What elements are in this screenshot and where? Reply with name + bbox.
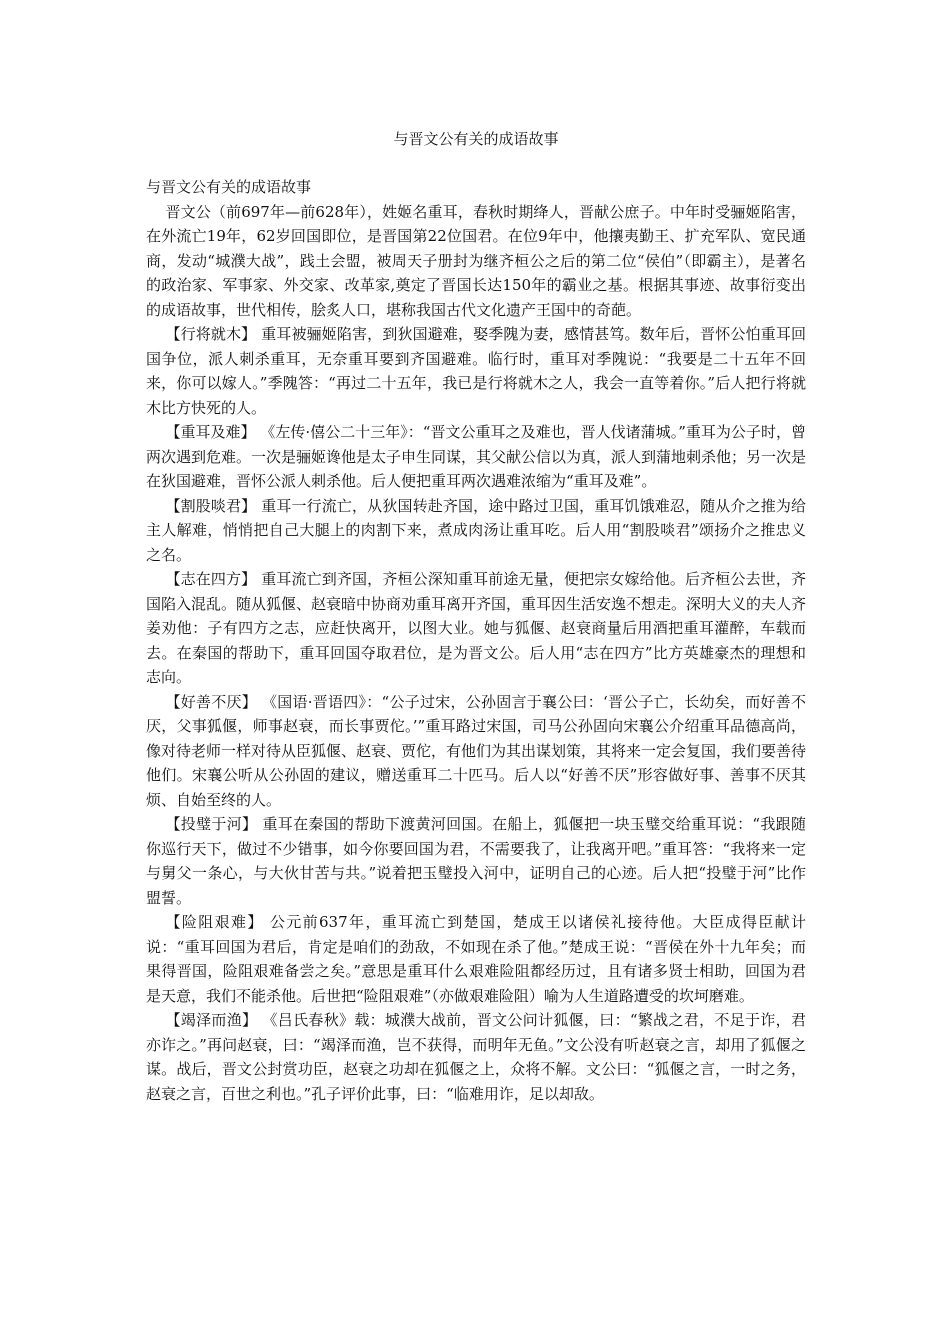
document-body: [146, 175, 806, 1106]
idiom-text: 《左传·僖公二十三年》：“晋文公重耳之及难也，晋人伐诸蒲城。”重耳为公子时，曾两次遇到危难。一次是骊姬谗他是太子申生同谋，其父献公信以为真，派人到蒲地刺杀他；另一次是在狄国避难，晋怀公派人刺杀他。后人便把重耳两次遇难浓缩为“重耳及难”。: [146, 423, 807, 490]
idiom-entry-gegudanjun: [146, 494, 806, 568]
idiom-text: 重耳一行流亡，从狄国转赴齐国，途中路过卫国，重耳饥饿难忍，随从介之推为给主人解难，悄悄把自己大腿上的肉割下来，煮成肉汤让重耳吃。后人用“割股啖君”颂扬介之推忠义之名。: [146, 496, 806, 564]
idiom-entry-jiezeeryu: [146, 1008, 806, 1106]
idiom-term: 【重耳及难】: [165, 423, 256, 441]
idiom-term: 【竭泽而渔】: [165, 1011, 258, 1029]
idiom-entry-xianzujiannan: [146, 910, 806, 1008]
idiom-entry-xingjiangjiumu: [146, 322, 806, 420]
idiom-entry-zhizaisifang: [146, 567, 806, 690]
idiom-entry-toubiyuhe: [146, 812, 806, 910]
idiom-term: 【行将就木】: [165, 325, 257, 343]
document-title: 与晋文公有关的成语故事: [393, 130, 559, 148]
idiom-text: 重耳流亡到齐国，齐桓公深知重耳前途无量，便把宗女嫁给他。后齐桓公去世，齐国陷入混乱。随从狐偃、赵衰暗中协商劝重耳离开齐国，重耳因生活安逸不想走。深明大义的夫人齐姜劝他：子有四方之志，应赶快离开，以图大业。她与狐偃、赵衰商量后用酒把重耳灌醉，车载而去。在秦国的帮助下，重耳回国夺取君位，是为晋文公。后人用“志在四方”比方英雄豪杰的理想和志向。: [146, 570, 807, 686]
idiom-text: 重耳在秦国的帮助下渡黄河回国。在船上，狐偃把一块玉璧交给重耳说：“我跟随你巡行天下，做过不少错事，如今你要回国为君，不需要我了，让我离开吧。”重耳答：“我将来一定与舅父一条心，与大伙甘苦与共。”说着把玉璧投入河中，证明自己的心迹。后人把“投璧于河”比作盟誓。: [146, 815, 806, 907]
idiom-entry-chongerjinan: [146, 420, 806, 494]
idiom-term: 【志在四方】: [165, 570, 257, 588]
intro-paragraph: 晋文公（前697年—前628年），姓姬名重耳，春秋时期绛人，晋献公庶子。中年时受骊姬陷害，在外流亡19年，62岁回国即位，是晋国第22位国君。在位9年中，他攘夷勤王、扩充军队、宽民通商，发动“城濮大战”，践土会盟，被周天子册封为继齐桓公之后的第二位“侯伯”（即霸主），是著名的政治家、军事家、外交家、改革家,奠定了晋国长达150年的霸业之基。根据其事迹、故事衍变出的成语故事，世代相传，脍炙人口，堪称我国古代文化遗产王国中的奇葩。: [146, 202, 806, 319]
idiom-text: 《国语·晋语四》：“公子过宋，公孙固言于襄公曰：‘晋公子亡，长幼矣，而好善不厌，父事狐偃，师事赵衰，而长事贾佗。’”重耳路过宋国，司马公孙固向宋襄公介绍重耳品德高尚，像对待老师一样对待从臣狐偃、赵衰、贾佗，有他们为其出谋划策，其将来一定会复国，我们要善待他们。宋襄公听从公孙固的建议，赠送重耳二十匹马。后人以“好善不厌”形容做好事、善事不厌其烦、自始至终的人。: [146, 692, 807, 809]
idiom-term: 【投璧于河】: [165, 815, 258, 833]
idiom-term: 【好善不厌】: [165, 692, 257, 711]
idiom-term: 【割股啖君】: [165, 496, 257, 515]
idiom-text: 公元前637年，重耳流亡到楚国，楚成王以诸侯礼接待他。大臣成得臣献计说：“重耳回国为君后，肯定是咱们的劲敌，不如现在杀了他。”楚成王说：“晋侯在外十九年矣；而果得晋国，险阻艰难备尝之矣。”意思是重耳什么艰难险阻都经历过，且有诸多贤士相助，回国为君是天意，我们不能杀他。后世把“险阻艰难”（亦做艰难险阻）喻为人生道路遭受的坎坷磨难。: [146, 913, 806, 1005]
document-subtitle: 与晋文公有关的成语故事: [146, 178, 312, 196]
idiom-entry-haoshanbuyan: [146, 690, 806, 813]
idiom-term: 【险阻艰难】: [165, 913, 264, 931]
idiom-text: 《吕氏春秋》载：城濮大战前，晋文公问计狐偃，曰：“繁战之君，不足于诈，君亦诈之。”再问赵衰，曰：“竭泽而渔，岂不获得，而明年无鱼。”文公没有听赵衰之言，却用了狐偃之谋。战后，晋文公封赏功臣，赵衰之功却在狐偃之上，众将不解。文公曰：“狐偃之言，一时之务，赵衰之言，百世之利也。”孔子评价此事，曰：“临难用诈，足以却敌。: [146, 1011, 806, 1103]
idiom-text: 重耳被骊姬陷害，到狄国避难，娶季隗为妻，感情甚笃。数年后，晋怀公怕重耳回国争位，派人刺杀重耳，无奈重耳要到齐国避难。临行时，重耳对季隗说：“我要是二十五年不回来，你可以嫁人。”季隗答：“再过二十五年，我已是行将就木之人，我会一直等着你。”后人把行将就木比方快死的人。: [146, 325, 806, 417]
